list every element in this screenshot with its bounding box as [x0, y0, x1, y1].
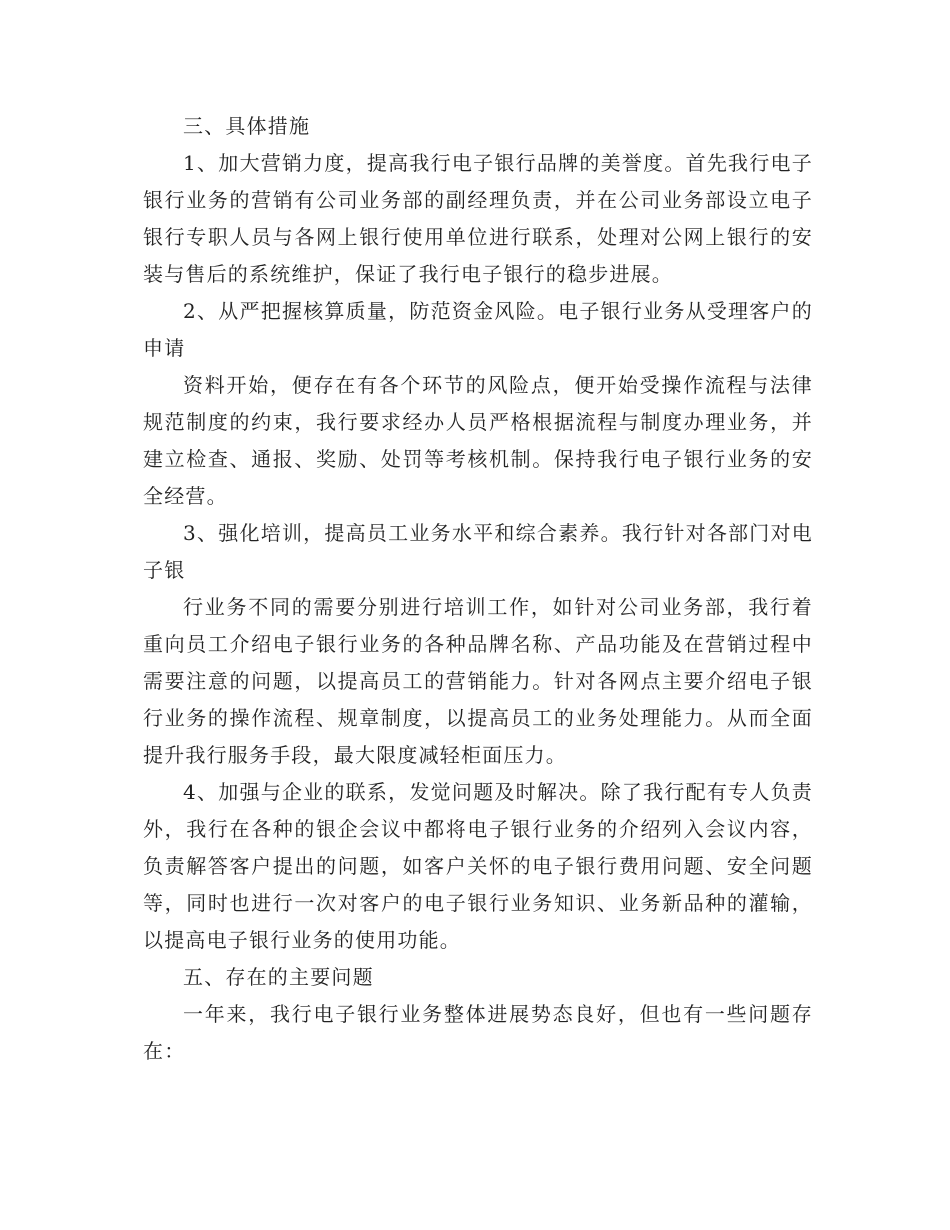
- paragraph-accounting-quality: 2、从严把握核算质量，防范资金风险。电子银行业务从受理客户的申请: [143, 299, 813, 360]
- paragraph-risk-control: 资料开始，便存在有各个环节的风险点，便开始受操作流程与法律规范制度的约束，我行要求经办人员严格根据流程与制度办理业务，并建立检查、通报、奖励、处罚等考核机制。保持我行电子银行业务的安全经营。: [143, 373, 813, 508]
- paragraph-marketing: 1、加大营销力度，提高我行电子银行品牌的美誉度。首先我行电子银行业务的营销有公司业务部的副经理负责，并在公司业务部设立电子银行专职人员与各网上银行使用单位进行联系，处理对公网上银行的安装与售后的系统维护，保证了我行电子银行的稳步进展。: [143, 151, 813, 286]
- section-heading-measures: 三、具体措施: [183, 114, 311, 138]
- section-heading-problems: 五、存在的主要问题: [183, 965, 374, 989]
- paragraph-enterprise-contact: 4、加强与企业的联系，发觉问题及时解决。除了我行配有专人负责外，我行在各种的银企会议中都将电子银行业务的介绍列入会议内容，负责解答客户提出的问题，如客户关怀的电子银行费用问题、安全问题等，同时也进行一次对客户的电子银行业务知识、业务新品种的灌输，以提高电子银行业务的使用功能。: [143, 780, 813, 952]
- paragraph-problems-intro: 一年来，我行电子银行业务整体进展势态良好，但也有一些问题存在：: [143, 1002, 813, 1063]
- paragraph-training-detail: 行业务不同的需要分别进行培训工作，如针对公司业务部，我行着重向员工介绍电子银行业务的各种品牌名称、产品功能及在营销过程中需要注意的问题，以提高员工的营销能力。针对各网点主要介绍电子银行业务的操作流程、规章制度，以提高员工的业务处理能力。从而全面提升我行服务手段，最大限度减轻柜面压力。: [143, 595, 813, 767]
- document-body: [143, 108, 813, 1070]
- paragraph-training-intro: 3、强化培训，提高员工业务水平和综合素养。我行针对各部门对电子银: [143, 521, 813, 582]
